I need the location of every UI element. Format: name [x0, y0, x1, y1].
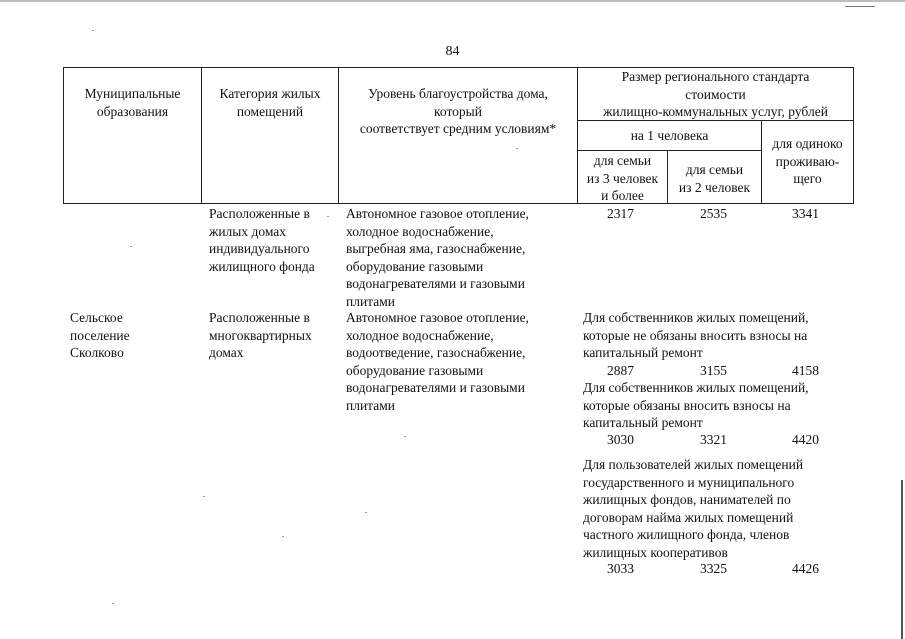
scan-speck	[203, 496, 205, 497]
row1-category: Расположенные в жилых домах индивидуального жилищного фонда	[209, 206, 315, 274]
header-single-resident: для одиноко проживаю- щего	[772, 136, 843, 186]
table-right-border	[853, 67, 854, 204]
group2-value-single: 4420	[792, 432, 819, 447]
group2-value-family2: 3321	[700, 432, 727, 447]
row1-value-family3: 2317	[607, 206, 634, 221]
scan-speck	[516, 148, 518, 149]
row2-improvement-level: Автономное газовое отопление, холодное водоснабжение, водоотведение, газоснабжение, оборудование газовыми водонагревателями и газовыми плитами	[346, 310, 529, 413]
scan-speck	[404, 436, 406, 437]
header-standard-size: Размер регионального стандарта стоимости жилищно-коммунальных услуг, рублей	[603, 69, 828, 119]
row2-category: Расположенные в многоквартирных домах	[209, 310, 312, 360]
group1-label: Для собственников жилых помещений, которые не обязаны вносить взносы на капитальный ремонт	[583, 310, 809, 360]
scan-speck	[112, 603, 114, 604]
scan-speck	[327, 216, 329, 217]
group2-value-family3: 3030	[607, 432, 634, 447]
group3-label: Для пользователей жилых помещений государственного и муниципального жилищных фондов, нанимателей по договорам найма жилых помещений частного жилищного фонда, членов жилищных кооперативов	[583, 457, 804, 560]
row2-municipality: Сельское поселение Сколково	[70, 310, 130, 360]
header-municipality: Муниципальные образования	[84, 86, 181, 119]
header-family-2: для семьи из 2 человек	[678, 162, 751, 195]
scan-corner-mark	[845, 6, 875, 7]
row1-value-single: 3341	[792, 206, 819, 221]
group1-value-single: 4158	[792, 363, 819, 378]
header-improvement-level: Уровень благоустройства дома, который соответствует средним условиям*	[359, 86, 557, 136]
per-person-divider	[577, 150, 761, 151]
row1-improvement-level: Автономное газовое отопление, холодное водоснабжение, выгребная яма, газоснабжение, оборудование газовыми водонагревателями и газовыми плитами	[346, 206, 529, 309]
row1-value-family2: 2535	[700, 206, 727, 221]
page-number: 84	[445, 44, 460, 59]
group1-value-family3: 2887	[607, 363, 634, 378]
group3-value-single: 4426	[792, 561, 819, 576]
scan-top-edge	[0, 0, 905, 2]
scan-speck	[92, 30, 94, 31]
scan-speck	[365, 512, 367, 513]
header-per-person: на 1 человека	[630, 128, 709, 143]
table-header-bottom-border	[63, 203, 854, 204]
group1-value-family2: 3155	[700, 363, 727, 378]
header-family-3: для семьи из 3 человек и более	[586, 153, 659, 203]
group3-value-family2: 3325	[700, 561, 727, 576]
header-category: Категория жилых помещений	[219, 86, 321, 119]
scan-speck	[130, 246, 132, 247]
scan-right-edge	[901, 480, 903, 639]
scan-speck	[282, 536, 284, 537]
group2-label: Для собственников жилых помещений, которые обязаны вносить взносы на капитальный ремонт	[583, 380, 809, 430]
group3-value-family3: 3033	[607, 561, 634, 576]
